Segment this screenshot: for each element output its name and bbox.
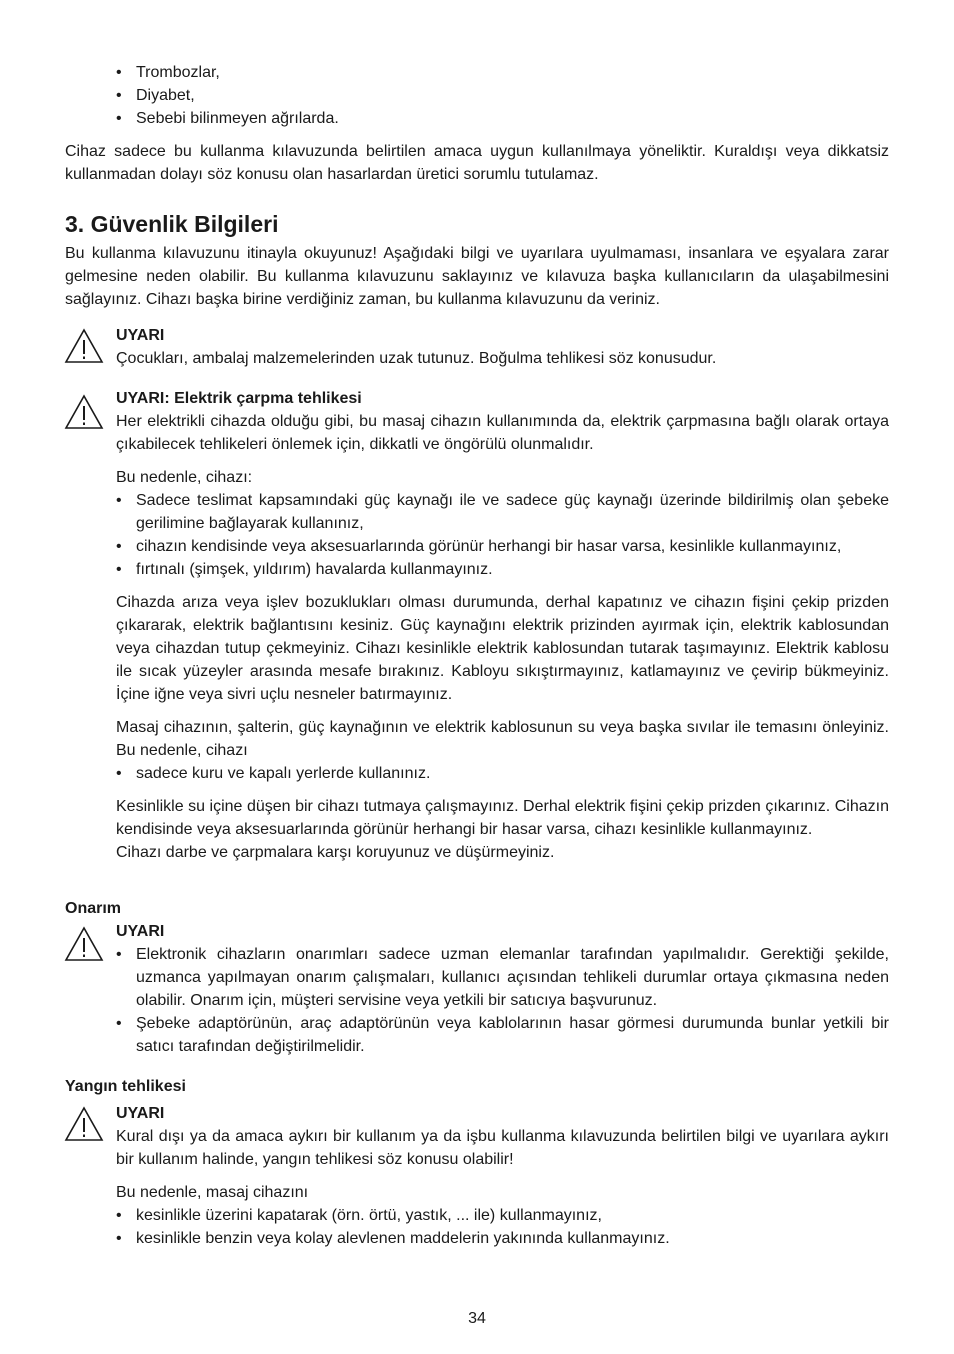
intro-list [116,61,616,130]
warning-title: UYARI: Elektrik çarpma tehlikesi [116,390,362,407]
warning-triangle-icon [64,328,104,364]
intro-paragraph: Cihaz sadece bu kullanma kılavuzunda belirtilen amaca uygun kullanılmaya yöneliktir. Kuraldışı veya dikkatsiz kullanmadan dolayı söz konusu olan hasarlardan üretici sorumlu tutulamaz. [65,143,889,183]
list-item: • cihazın kendisinde veya aksesuarlarında görünür herhangi bir hasar varsa, kesinlikle kullanmayınız, [116,535,889,558]
list-item: • Elektronik cihazların onarımları sadece uzman elemanlar tarafından yapılmalıdır. Gerektiği şekilde, uzmanca yapılmayan onarım çalışmaları, kullanıcı açısından tehlikeli durumlar ortaya çıkmasına neden olabilir. Onarım için, müşteri servisine veya yetkili bir satıcıya başvurunuz. [116,943,889,1012]
repair-heading: Onarım [65,900,122,917]
list-item: • Sebebi bilinmeyen ağrılarda. [116,107,616,130]
warning-list [116,943,889,1058]
warning-lead: Bu nedenle, masaj cihazını [116,1184,309,1201]
warning-text: Kural dışı ya da amaca aykırı bir kullanım ya da işbu kullanma kılavuzunda belirtilen bilgi ve uyarılara aykırı bir kullanım halinde, yangın tehlikesi söz konusu olabilir! [116,1128,889,1168]
warning-title: UYARI [116,1105,165,1122]
warning-triangle-icon [64,926,104,962]
section-title: 3. Güvenlik Bilgileri [65,211,279,237]
paragraph: Masaj cihazının, şalterin, güç kaynağının ve elektrik kablosunun su veya başka sıvılar ile temasını önleyiniz. Bu nedenle, cihazı [116,719,889,759]
paragraph: Cihazı darbe ve çarpmalara karşı koruyunuz ve düşürmeyiniz. [116,844,555,861]
warning-block-electric [116,387,889,864]
list-item: • kesinlikle benzin veya kolay alevlenen maddelerin yakınında kullanmayınız. [116,1227,889,1250]
fire-heading: Yangın tehlikesi [65,1078,186,1095]
section-intro: Bu kullanma kılavuzunu itinayla okuyunuz! Aşağıdaki bilgi ve uyarılara uyulmaması, insanlara ve eşyalara zarar gelmesine neden olabilir. Bu kullanma kılavuzunu saklayınız ve kılavuza başka kullanıcıların da ulaşabilmesini sağlayınız. Cihazı başka birine verdiğiniz zaman, bu kullanma kılavuzunu da veriniz. [65,245,889,308]
warning-title: UYARI [116,923,165,940]
warning-block-repair [116,920,889,1058]
list-item: • Trombozlar, [116,61,616,84]
list-item: • Sadece teslimat kapsamındaki güç kaynağı ile ve sadece güç kaynağı üzerinde bildirilmiş olan şebeke gerilimine bağlayarak kullanınız, [116,489,889,535]
warning-text: Her elektrikli cihazda olduğu gibi, bu masaj cihazın kullanımında da, elektrik çarpmasına bağlı olarak ortaya çıkabilecek tehlikeleri önlemek için, dikkatli ve öngörülü olunmalıdır. [116,413,889,453]
warning-title: UYARI [116,327,165,344]
warning-triangle-icon [64,394,104,430]
paragraph: Kesinlikle su içine düşen bir cihazı tutmaya çalışmayınız. Derhal elektrik fişini çekip prizden çıkarınız. Cihazın kendisinde veya aksesuarlarında görünür herhangi bir hasar varsa, cihazı kesinlikle kullanmayınız. [116,798,889,838]
paragraph: Cihazda arıza veya işlev bozuklukları olması durumunda, derhal kapatınız ve cihazın fişini çekip prizden çıkararak, elektrik bağlantısını kesiniz. Güç kaynağını elektrik prizinden ayırmak için, elektrik kablosundan veya cihazdan tutup çekmeyiniz. Cihazı kesinlikle elektrik kablosundan tutarak taşımayınız. Elektrik kablosu ile sıcak yüzeyler arasında mesafe bırakınız. Kabloyu sıkıştırmayınız, katlamayınız ve çevirip bükmeyiniz. İçine iğne veya sivri uçlu nesneler batırmayınız. [116,594,889,703]
warning-block-choking [116,324,889,370]
warning-text: Çocukları, ambalaj malzemelerinden uzak tutunuz. Boğulma tehlikesi söz konusudur. [116,350,717,367]
list-item: • Şebeke adaptörünün, araç adaptörünün veya kablolarının hasar görmesi durumunda bunlar yetkili bir satıcı tarafından değiştirilmelidir. [116,1012,889,1058]
page-number: 34 [468,1310,486,1327]
warning-triangle-icon [64,1106,104,1142]
list-item: • Diyabet, [116,84,616,107]
warning-block-fire [116,1102,889,1250]
list-item: • kesinlikle üzerini kapatarak (örn. örtü, yastık, ... ile) kullanmayınız, [116,1204,889,1227]
warning-list [116,762,889,785]
list-item: • sadece kuru ve kapalı yerlerde kullanınız. [116,762,889,785]
warning-list [116,1204,889,1250]
list-item: • fırtınalı (şimşek, yıldırım) havalarda kullanmayınız. [116,558,889,581]
warning-list [116,489,889,581]
warning-lead: Bu nedenle, cihazı: [116,469,253,486]
